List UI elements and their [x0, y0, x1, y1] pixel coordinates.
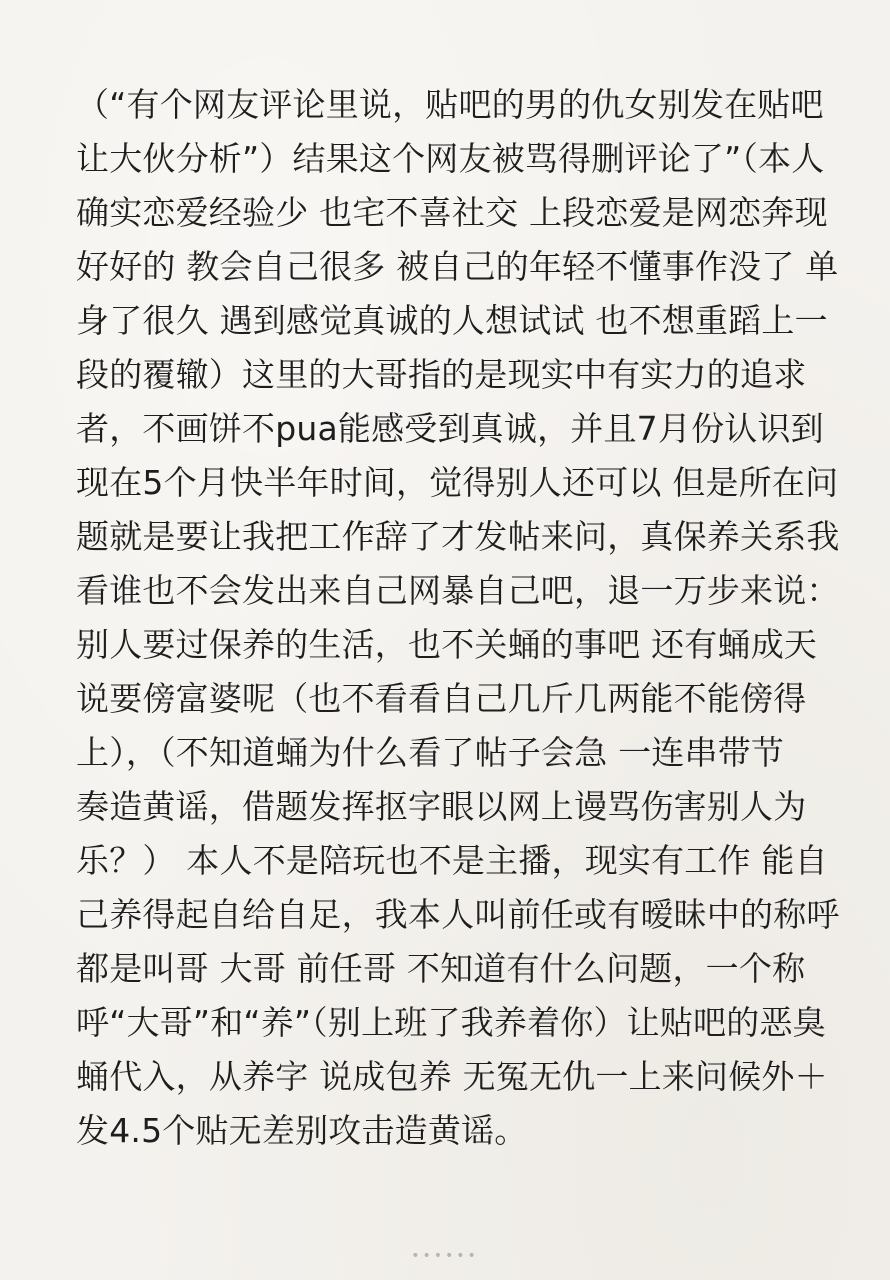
text-line: 己养得起自给自足，我本人叫前任或有暧昧中的称呼: [76, 895, 840, 934]
text-line: 上），（不知道蛹为什么看了帖子会急 一连串带节: [76, 733, 785, 772]
text-line: 都是叫哥 大哥 前任哥 不知道有什么问题，一个称: [76, 949, 806, 988]
body-text: [76, 78, 840, 1158]
text-line: 别人要过保养的生活，也不关蛹的事吧 还有蛹成天: [76, 625, 818, 664]
text-line: 蛹代入，从养字 说成包养 无冤无仇一上来问候外＋: [76, 1057, 828, 1096]
text-line: 发4.5个贴无差别攻击造黄谣。: [76, 1111, 528, 1150]
text-line: 看谁也不会发出来自己网暴自己吧，退一万步来说：: [76, 571, 840, 610]
text-line: 乐？） 本人不是陪玩也不是主播，现实有工作 能自: [76, 841, 828, 880]
text-line: 好好的 教会自己很多 被自己的年轻不懂事作没了 单: [76, 247, 839, 286]
text-line: 题就是要让我把工作辞了才发帖来问，真保养关系我: [76, 517, 840, 556]
text-line: （“有个网友评论里说，贴吧的男的仇女别发在贴吧: [76, 85, 824, 124]
text-line: 段的覆辙）这里的大哥指的是现实中有实力的追求: [76, 355, 807, 394]
text-line: 现在5个月快半年时间，觉得别人还可以 但是所在问: [76, 463, 839, 502]
text-line: 呼“大哥”和“养”（别上班了我养着你）让贴吧的恶臭: [76, 1003, 826, 1042]
footer-dots: ••••••: [411, 1248, 479, 1264]
text-line: 奏造黄谣，借题发挥抠字眼以网上谩骂伤害别人为: [76, 787, 807, 826]
text-line: 者，不画饼不pua能感受到真诚，并且7月份认识到: [76, 409, 824, 448]
text-line: 让大伙分析”）结果这个网友被骂得删评论了”（本人: [76, 139, 825, 178]
text-line: 身了很久 遇到感觉真诚的人想试试 也不想重蹈上一: [76, 301, 828, 340]
text-line: 说要傍富婆呢（也不看看自己几斤几两能不能傍得: [76, 679, 807, 718]
text-line: 确实恋爱经验少 也宅不喜社交 上段恋爱是网恋奔现: [76, 193, 828, 232]
